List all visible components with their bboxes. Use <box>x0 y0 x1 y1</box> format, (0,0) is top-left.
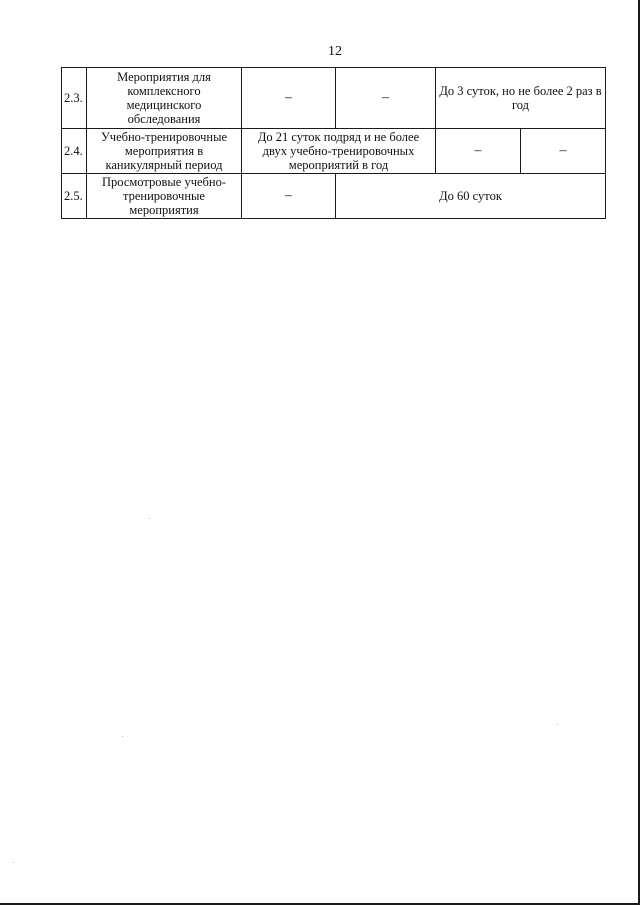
table-cell: До 60 суток <box>336 174 606 219</box>
table-cell: – <box>242 174 336 219</box>
table-cell: – <box>521 129 606 174</box>
table-cell: – <box>336 68 436 129</box>
row-number: 2.4. <box>62 129 87 174</box>
scan-speck <box>149 518 150 519</box>
scan-speck <box>122 736 123 737</box>
event-name: Просмотровые учебно-тренировочные мероприятия <box>87 174 242 219</box>
event-name: Учебно-тренировочные мероприятия в каникулярный период <box>87 129 242 174</box>
table-row <box>62 68 606 129</box>
row-number: 2.3. <box>62 68 87 129</box>
table-row <box>62 129 606 174</box>
page-number: 12 <box>328 44 342 59</box>
table-cell: – <box>242 68 336 129</box>
table-cell: – <box>436 129 521 174</box>
table-row <box>62 174 606 219</box>
scan-speck <box>557 724 558 725</box>
table-cell: До 21 суток подряд и не более двух учебно-тренировочных мероприятий в год <box>242 129 436 174</box>
scan-speck <box>13 862 14 863</box>
event-name: Мероприятия для комплексного медицинского обследования <box>87 68 242 129</box>
row-number: 2.5. <box>62 174 87 219</box>
events-table <box>61 67 606 219</box>
table-cell: До 3 суток, но не более 2 раз в год <box>436 68 606 129</box>
